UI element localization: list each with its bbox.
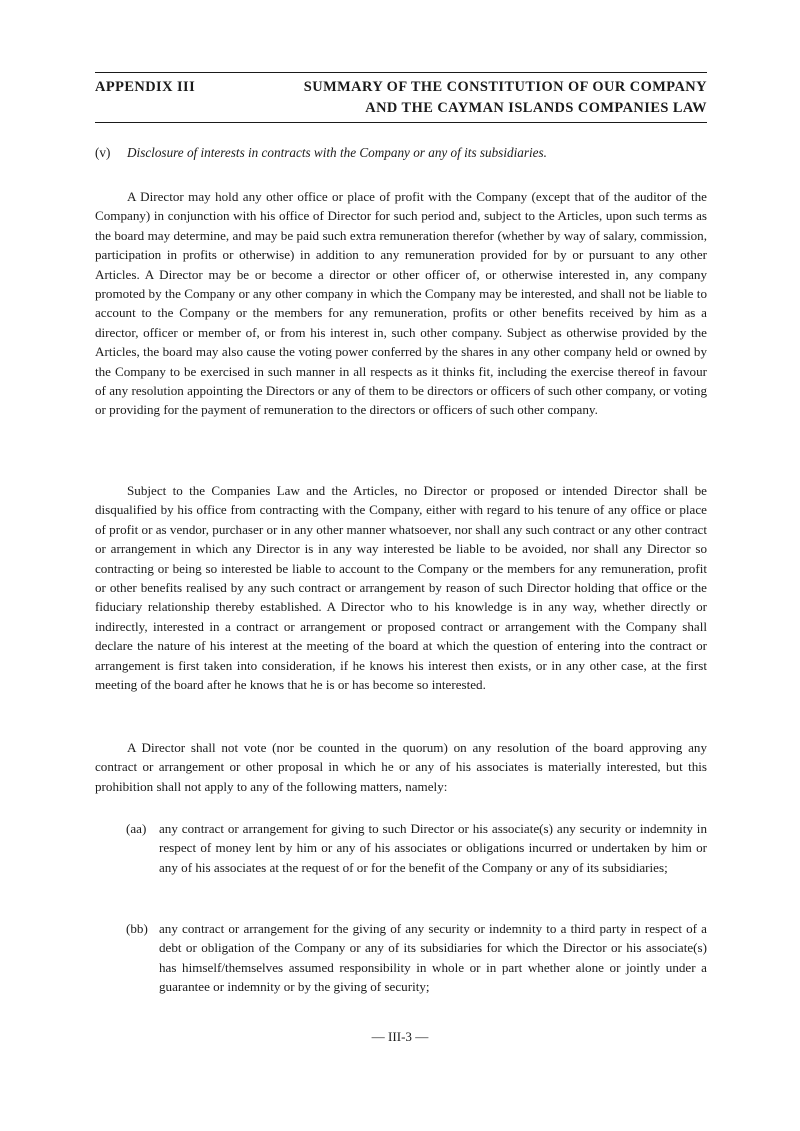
header-title-line-2: AND THE CAYMAN ISLANDS COMPANIES LAW bbox=[365, 100, 707, 116]
header-bottom-rule bbox=[95, 122, 707, 123]
list-item-text: any contract or arrangement for the giving of any security or indemnity to a third party in respect of a debt or obligation of the Company or any of its subsidiaries for which the Director or his associate(s) has himself/themselves assumed responsibility in whole or in part whether alone or jointly under a guarantee or indemnity or by the giving of security; bbox=[159, 921, 707, 995]
list-item-label: (aa) bbox=[126, 821, 147, 836]
paragraph-voting-prohibition: A Director shall not vote (nor be counted in the quorum) on any resolution of the board approving any contract or arrangement or other proposal in which he or any of his associates is materially interested, but this prohibition shall not apply to any of the following matters, namely: bbox=[95, 740, 707, 794]
appendix-label: APPENDIX III bbox=[95, 79, 196, 95]
section-title: Disclosure of interests in contracts with the Company or any of its subsidiaries. bbox=[127, 145, 547, 160]
list-item-text: any contract or arrangement for giving to such Director or his associate(s) any security or indemnity in respect of money lent by him or any of his associates or obligations incurred or undertaken by him or any of his associates at the request of or for the benefit of the Company or any of its subsidiaries; bbox=[159, 821, 707, 875]
paragraph-contracting-with-company: Subject to the Companies Law and the Articles, no Director or proposed or intended Director shall be disqualified by his office from contracting with the Company, either with regard to his tenure of any office or place of profit or as vendor, purchaser or in any other manner whatsoever, nor shall any such contract or any other contract or arrangement in which any Director is in any way interested be liable to be avoided, nor shall any Director so contracting or being so interested be liable to account to the Company or the members for any remuneration, profit or other benefits realised by any such contract or arrangement by reason of such Director holding that office or the fiduciary relationship thereby established. A Director who to his knowledge is in any way, whether directly or indirectly, interested in a contract or arrangement or proposed contract or arrangement with the Company shall declare the nature of his interest at the meeting of the board at which the question of entering into the contract or arrangement is first taken into consideration, if he knows his interest then exists, or in any other case, at the first meeting of the board after he knows that he is or has become so interested. bbox=[95, 483, 707, 693]
page-header bbox=[95, 79, 707, 121]
header-top-rule bbox=[95, 72, 707, 73]
page-number: — III-3 — bbox=[371, 1029, 429, 1044]
list-item-label: (bb) bbox=[126, 921, 148, 936]
paragraph-office-of-profit: A Director may hold any other office or place of profit with the Company (except that of the auditor of the Company) in conjunction with his office of Director for such period and, subject to the Articles, upon such terms as the board may determine, and may be paid such extra remuneration therefor (whether by way of salary, commission, participation in profits or otherwise) in addition to any remuneration provided for by or pursuant to any other Articles. A Director may be or become a director or other officer of, or otherwise interested in, any company promoted by the Company or any other company in which the Company may be interested, and shall not be liable to account to the Company or the members for any remuneration, profits or other benefits received by him as a director, officer or member of, or from his interest in, such other company. Subject as otherwise provided by the Articles, the board may also cause the voting power conferred by the shares in any other company held or owned by the Company to be exercised in such manner in all respects as it thinks fit, including the exercise thereof in favour of any resolution appointing the Directors or any of them to be directors or officers of such other company, or voting or providing for the payment of remuneration to the directors or officers of such other company. bbox=[95, 189, 707, 418]
section-number: (v) bbox=[95, 145, 111, 160]
header-title-line-1: SUMMARY OF THE CONSTITUTION OF OUR COMPANY bbox=[303, 79, 707, 95]
